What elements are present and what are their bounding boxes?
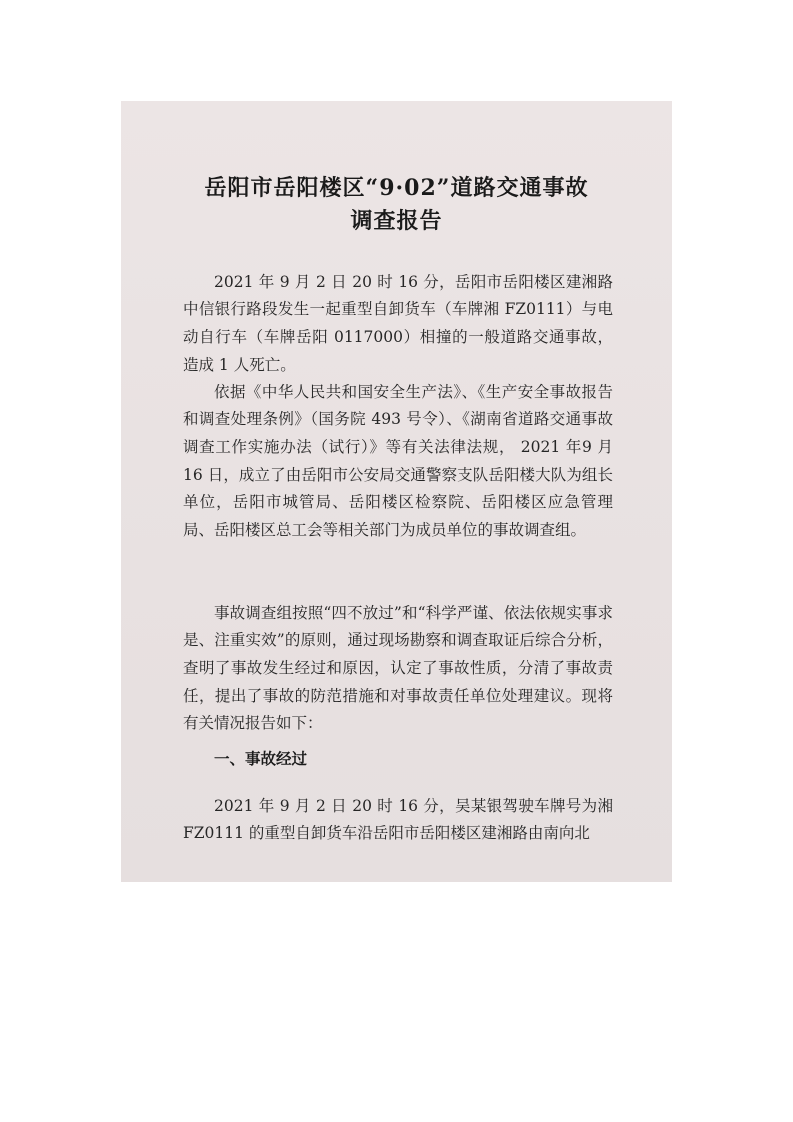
paragraph-basis: 依据《中华人民共和国安全生产法》、《生产安全事故报告和调查处理条例》（国务院 493 号令）、《湖南省道路交通事故调查工作实施办法（试行）》等有关法律法规， 2021 年9 月 16 日，成立了由岳阳市公安局交通警察支队岳阳楼大队为组长单位，岳阳市城管局、岳阳楼区检察院、岳阳楼区应急管理局、岳阳楼区总工会等相关部门为成员单位的事故调查组。 bbox=[183, 382, 613, 540]
document-photo bbox=[121, 101, 672, 882]
document-subtitle: 调查报告 bbox=[350, 208, 443, 234]
section-heading-accident-process: 一、事故经过 bbox=[214, 750, 308, 768]
paragraph-principles: 事故调查组按照“四不放过”和“科学严谨、依法依规实事求是、注重实效”的原则，通过现场勘察和调查取证后综合分析，查明了事故发生经过和原因，认定了事故性质，分清了事故责任，提出了事故的防范措施和对事故责任单位处理建议。现将有关情况报告如下： bbox=[183, 603, 613, 733]
paragraph-summary: 2021 年 9 月 2 日 20 时 16 分，岳阳市岳阳楼区建湘路中信银行路段发生一起重型自卸货车（车牌湘 FZ0111）与电动自行车（车牌岳阳 0117000）相撞的一般道路交通事故，造成 1 人死亡。 bbox=[183, 272, 613, 374]
paragraph-accident-process: 2021 年 9 月 2 日 20 时 16 分，吴某银驾驶车牌号为湘 FZ0111 的重型自卸货车沿岳阳市岳阳楼区建湘路由南向北 bbox=[183, 796, 613, 843]
document-title: 岳阳市岳阳楼区“9·02”道路交通事故 bbox=[204, 175, 589, 201]
